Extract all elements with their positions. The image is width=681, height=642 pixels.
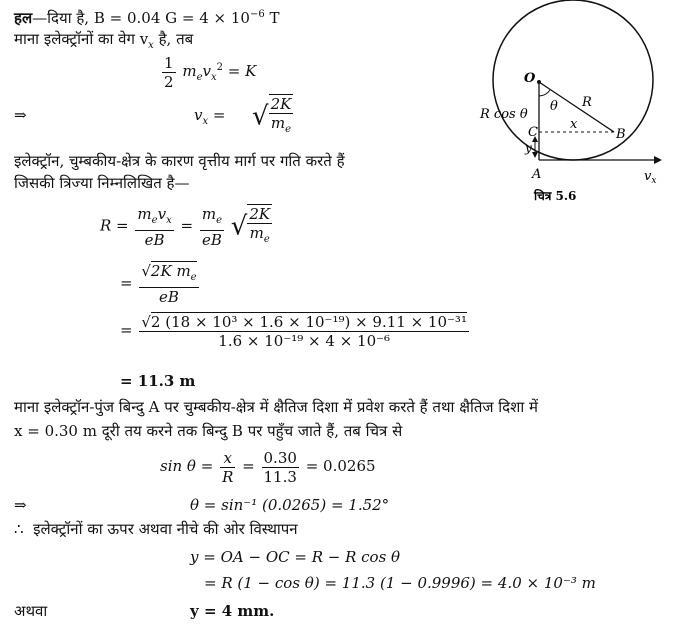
circular-motion-text: इलेक्ट्रॉन, चुम्बकीय-क्षेत्र के कारण वृत्तीय मार्ग पर गति करते हैं [14,152,345,170]
therefore-symbol: ∴ [14,520,24,538]
radius-frac-1 [135,205,173,249]
label-C: C [528,125,538,140]
vx-sqrt-den-sub: e [285,124,292,135]
implies-arrow-2: ⇒ [14,496,27,514]
label-theta: θ [550,99,558,114]
trajectory-circle [493,0,653,160]
implies-arrow: ⇒ [14,106,27,124]
point-O [537,80,541,84]
sin-d1: R [222,467,234,486]
sin-frac-2 [262,449,299,486]
radius2-eq-sign: = [120,274,133,292]
r3-den: 1.6 × 10⁻¹⁹ × 4 × 10⁻⁶ [218,331,391,350]
r2-den2: eB [159,288,179,306]
theta-eq [14,496,614,514]
given-exponent: −6 [249,9,265,20]
radius-result: = 11.3 m [120,372,196,390]
label-vx-v: v [644,169,652,184]
sin-eq-sign: = [242,457,255,475]
r2-num: 2K m [150,262,191,280]
half-num: 1 [164,53,174,72]
radius-sqrt: √ $\frac{2K}{m_e}$ [231,204,272,249]
radius-intro-text: जिसकी त्रिज्या निम्नलिखित है— [14,174,190,192]
label-Rcos: R cos θ [480,107,528,122]
figure-caption: चित्र 5.6 [534,189,577,203]
vx-sqrt-den: m [270,114,286,132]
r-sqrt-num: 2K [249,205,271,223]
solution-heading: हल [14,9,33,27]
sin-theta-eq [160,446,376,486]
displacement-eq-1: y = OA − OC = R − R cos θ [190,548,401,566]
radius2-frac: $\frac{√2K m_e}{eB}$ [141,262,197,306]
given-line [14,6,280,27]
final-answer: y = 4 mm. [190,602,275,620]
radius-eq-sign: = [180,216,194,235]
r-sqrt-den-sub: e [263,234,270,245]
given-unit: T [269,9,280,27]
displacement-text: इलेक्ट्रॉनों का ऊपर अथवा नीचे की ओर विस्थापन [33,520,298,538]
vx-eq-sign: = [212,106,226,124]
given-values: —दिया है, B = 0.04 G = 4 × 10 [32,9,250,27]
v-subscript: x [210,72,217,83]
kinetic-energy-eq [160,50,256,96]
sin-frac-1 [220,449,235,486]
v-squared: 2 [216,62,223,73]
r2-m: m [201,204,217,223]
radius-eq-2 [120,262,201,306]
r3-num: 2 (18 × 10³ × 1.6 × 10⁻¹⁹) × 9.11 × 10⁻³¹ [150,312,467,331]
vx-lhs: v [194,106,203,124]
velocity-eq [14,94,314,144]
velocity-subscript: x [148,40,154,51]
radius3-eq-sign: = [120,321,133,339]
velocity-assume-end: है, तब [158,30,194,48]
y-arrowhead-down [532,152,538,158]
mass-symbol: m [182,62,197,80]
r1-v: v [157,204,167,223]
half-den: 2 [164,72,174,91]
r2-me: e [216,214,222,226]
displacement-eq-2: = R (1 − cos θ) = 11.3 (1 − 0.9996) = 4.0 × 10⁻³ m [204,574,596,592]
label-O: O [524,71,536,86]
displacement-intro [14,520,298,538]
velocity-assume-text: माना इलेक्ट्रॉनों का वेग v [14,30,149,48]
radius-lhs: R = [100,216,129,235]
vx-lhs-sub: x [202,116,209,127]
sin-n2: 0.30 [263,448,297,467]
label-vx [644,169,656,186]
label-B: B [616,127,626,142]
label-vx-sub: x [651,176,657,186]
radius-eq [100,204,272,249]
v-symbol: v [202,62,211,80]
r1-me: e [151,214,158,226]
sin-n1: x [220,449,235,468]
mass-subscript: e [196,72,203,83]
label-x: x [570,117,578,132]
vx-sqrt: √ $\frac{2K}{m_e}$ [252,94,293,139]
r1-m: m [137,204,152,223]
radius-frac-2 [200,205,224,249]
final-answer-line [14,602,414,620]
theta-value: θ = sin⁻¹ (0.0265) = 1.52° [190,496,390,514]
r1-vx: x [166,214,172,226]
circle-figure [466,0,681,220]
or-word: अथवा [14,602,48,620]
label-y: y [525,141,532,155]
radius3-frac: $\frac{\text{√2 (18 × 10³ × 1.6 × 10⁻¹⁹) × 9.11 × 10⁻³¹}}{\text{1.6 × 10⁻¹⁹ × 4 × 10⁻⁶}}$ [141,312,467,350]
distance-description: x = 0.30 m दूरी तय करने तक बिन्दु B पर पहुँच जाते हैं, तब चित्र से [14,422,403,440]
entry-description: माना इलेक्ट्रॉन-पुंज बिन्दु A पर चुम्बकीय-क्षेत्र में क्षैतिज दिशा में प्रवेश करते हैं तथा क्षैतिज दिशा में [14,398,538,416]
vx-sqrt-num: 2K [270,95,292,113]
theta-arc [539,90,550,96]
label-R: R [582,95,592,110]
r1-den: eB [144,230,165,249]
r2-num-sub: e [190,272,197,283]
r-sqrt-den: m [249,224,264,242]
ke-rhs: = K [227,62,257,80]
vx-arrowhead [654,156,662,164]
half-fraction [162,54,176,91]
r2-den: eB [201,230,222,249]
sin-result: = 0.0265 [305,457,376,475]
label-A: A [532,167,542,182]
sin-lhs: sin θ = [160,457,214,475]
sin-d2: 11.3 [263,467,297,486]
radius-eq-3 [120,310,471,350]
